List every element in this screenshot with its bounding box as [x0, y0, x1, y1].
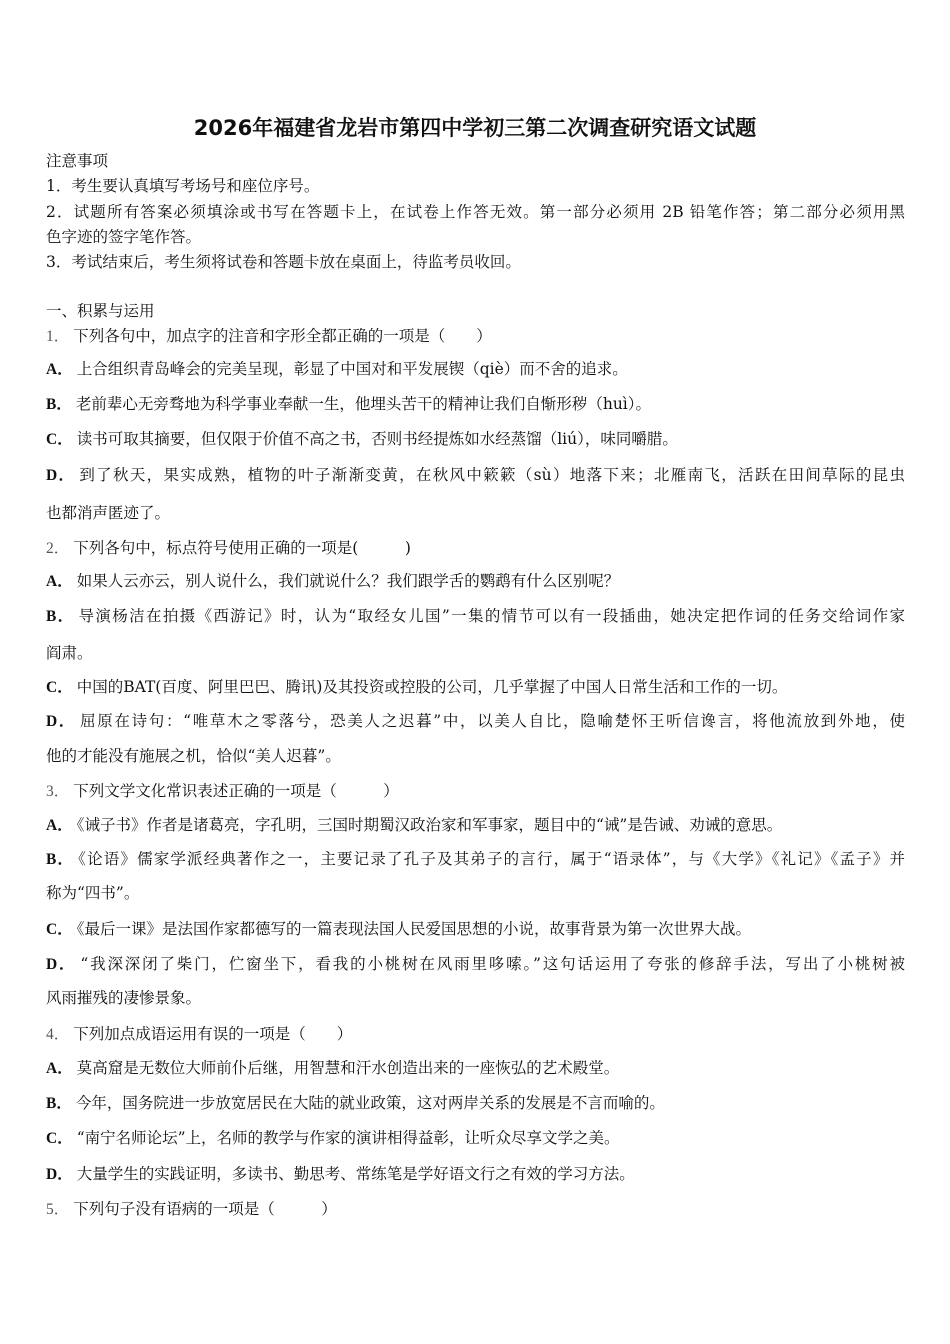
option-label: D． [46, 1166, 73, 1183]
question-number: 5． [46, 1201, 70, 1218]
option-text: 大量学生的实践证明，多读书、勤思考、常练笔是学好语文行之有效的学习方法。 [76, 1165, 635, 1183]
option-c [46, 919, 751, 940]
option-text: 上合组织青岛峰会的完美呈现，彰显了中国对和平发展锲（qiè）而不舍的追求。 [76, 360, 628, 378]
option-a [46, 815, 782, 836]
question-1 [46, 326, 492, 347]
option-text: 导演杨洁在拍摄《西游记》时，认为“取经女儿国”一集的情节可以有一段插曲，她决定把作词的任务交给词作家 [78, 607, 905, 625]
option-d [46, 465, 905, 486]
option-c [46, 1128, 620, 1149]
option-label: B． [46, 396, 72, 413]
question-number: 4． [46, 1026, 70, 1043]
option-a [46, 359, 628, 380]
option-label: B． [46, 1095, 72, 1112]
option-a [46, 1058, 619, 1079]
option-d [46, 954, 905, 975]
option-text: 《最后一课》是法国作家都德写的一篇表现法国人民爱国思想的小说，故事背景为第一次世界大战。 [76, 920, 751, 938]
option-c [46, 429, 678, 450]
option-text: 屈原在诗句：“唯草木之零落兮，恐美人之迟暮”中，以美人自比，隐喻楚怀王听信谗言，将他流放到外地，使 [80, 712, 905, 730]
option-label: C． [46, 431, 73, 448]
option-c [46, 677, 787, 698]
option-d [46, 1164, 635, 1185]
question-3 [46, 781, 399, 802]
option-label: A． [46, 361, 73, 378]
option-b [46, 1093, 665, 1114]
option-b-cont: 称为“四书”。 [46, 884, 140, 902]
option-label: C． [46, 921, 73, 938]
notice-item-1: 1．考生要认真填写考场号和座位序号。 [46, 177, 320, 195]
option-text: “南宁名师论坛”上，名师的教学与作家的演讲相得益彰，让听众尽享文学之美。 [76, 1129, 620, 1147]
option-label: D． [46, 713, 77, 730]
option-text: 《诫子书》作者是诸葛亮，字孔明，三国时期蜀汉政治家和军事家，题目中的“诫”是告诫、劝诫的意思。 [76, 816, 783, 834]
option-a [46, 571, 619, 592]
option-d-cont: 风雨摧残的凄惨景象。 [46, 989, 202, 1007]
option-b [46, 849, 905, 870]
option-label: D． [46, 467, 76, 484]
option-label: A． [46, 573, 73, 590]
option-text: 读书可取其摘要，但仅限于价值不高之书，否则书经提炼如水经蒸馏（liú），味同嚼腊。 [76, 430, 678, 448]
question-4 [46, 1024, 352, 1045]
option-label: D． [46, 956, 77, 973]
notice-item-2: 2．试题所有答案必须填涂或书写在答题卡上，在试卷上作答无效。第一部分必须用 2B 铅笔作答；第二部分必须用黑 [46, 203, 905, 221]
question-2 [46, 538, 411, 559]
option-b [46, 394, 651, 415]
option-label: B． [46, 851, 75, 868]
option-text: 到了秋天，果实成熟，植物的叶子渐渐变黄，在秋风中簌簌（sù）地落下来；北雁南飞，活跃在田间草际的昆虫 [79, 466, 905, 484]
section-heading: 一、积累与运用 [46, 302, 155, 320]
exam-title: 2026年福建省龙岩市第四中学初三第二次调查研究语文试题 [193, 116, 757, 140]
question-stem: 下列各句中，标点符号使用正确的一项是( ) [73, 539, 411, 557]
option-label: C． [46, 1130, 73, 1147]
option-label: A． [46, 1060, 73, 1077]
question-stem: 下列句子没有语病的一项是（ ） [73, 1200, 337, 1218]
question-stem: 下列加点成语运用有误的一项是（ ） [73, 1025, 353, 1043]
option-b-cont: 阎肃。 [46, 644, 93, 662]
option-b [46, 606, 905, 627]
question-stem: 下列各句中，加点字的注音和字形全都正确的一项是（ ） [73, 327, 492, 345]
option-label: C． [46, 679, 73, 696]
option-label: B． [46, 608, 75, 625]
option-d-cont: 也都消声匿迹了。 [46, 504, 171, 522]
notice-heading: 注意事项 [46, 152, 109, 170]
question-5 [46, 1199, 337, 1220]
notice-item-2-cont: 色字迹的签字笔作答。 [46, 228, 202, 246]
option-label: A． [46, 817, 73, 834]
option-d [46, 711, 905, 732]
option-text: 老前辈心无旁骛地为科学事业奉献一生，他埋头苦干的精神让我们自惭形秽（huì）。 [75, 395, 652, 413]
question-stem: 下列文学文化常识表述正确的一项是（ ） [73, 782, 399, 800]
option-text: 中国的BAT(百度、阿里巴巴、腾讯)及其投资或控股的公司，几乎掌握了中国人日常生活和工作的一切。 [76, 678, 788, 696]
option-text: “我深深闭了柴门，伫窗坐下，看我的小桃树在风雨里哆嗦。”这句话运用了夸张的修辞手法，写出了小桃树被 [80, 955, 905, 973]
notice-item-3: 3．考试结束后，考生须将试卷和答题卡放在桌面上，待监考员收回。 [46, 253, 521, 271]
option-text: 如果人云亦云，别人说什么，我们就说什么？我们跟学舌的鹦鹉有什么区别呢？ [76, 572, 620, 590]
option-text: 莫高窟是无数位大师前仆后继，用智慧和汗水创造出来的一座恢弘的艺术殿堂。 [76, 1059, 620, 1077]
option-text: 今年，国务院进一步放宽居民在大陆的就业政策，这对两岸关系的发展是不言而喻的。 [75, 1094, 665, 1112]
question-number: 3． [46, 783, 70, 800]
question-number: 2． [46, 540, 70, 557]
question-number: 1． [46, 328, 70, 345]
option-text: 《论语》儒家学派经典著作之一，主要记录了孔子及其弟子的言行，属于“语录体”，与《大学》《礼记》《孟子》并 [78, 850, 905, 868]
option-d-cont: 他的才能没有施展之机，恰似“美人迟暮”。 [46, 747, 341, 765]
